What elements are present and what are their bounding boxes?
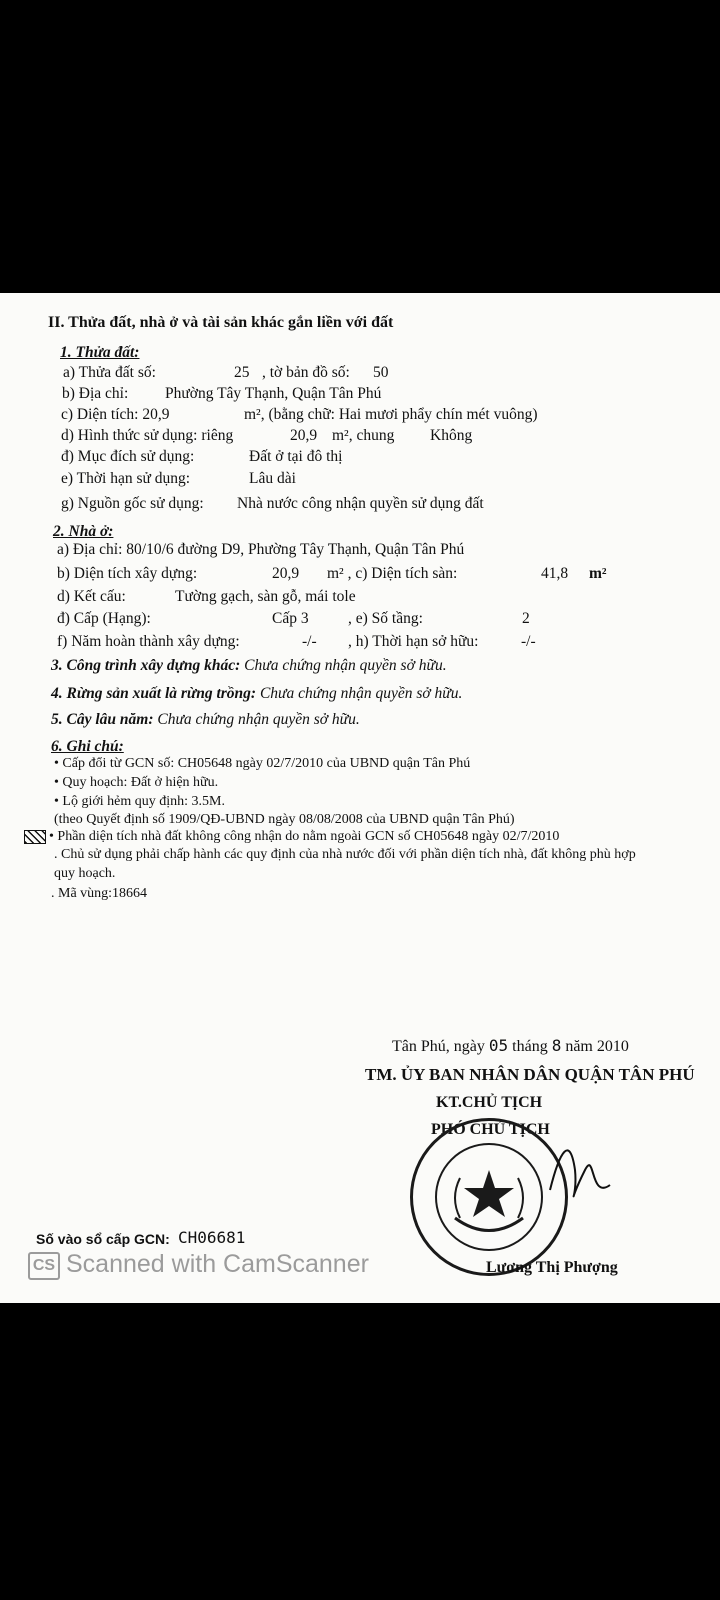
- parcel-number: 25: [234, 364, 250, 381]
- other-works-heading: 3. Công trình xây dựng khác:: [51, 657, 241, 674]
- forest-heading: 4. Rừng sản xuất là rừng trồng:: [51, 685, 257, 702]
- section-title: II. Thửa đất, nhà ở và tài sản khác gắn liền với đất: [48, 314, 394, 331]
- ownership-term-value: -/-: [521, 633, 536, 650]
- date-year: năm 2010: [565, 1038, 629, 1055]
- build-area-label: b) Diện tích xây dựng:: [57, 565, 198, 582]
- area-label: c) Diện tích: 20,9: [61, 406, 170, 423]
- origin-label: g) Nguồn gốc sử dụng:: [61, 495, 204, 512]
- usage-form-label: d) Hình thức sử dụng: riêng: [61, 427, 234, 444]
- note-compliance: . Chủ sử dụng phải chấp hành các quy định của nhà nước đối với phần diện tích nhà, đất không phù hợp: [54, 847, 636, 862]
- grade-value: Cấp 3: [272, 610, 309, 627]
- other-works-value: Chưa chứng nhận quyền sở hữu.: [244, 657, 447, 674]
- issue-date: [392, 1036, 629, 1057]
- note-unrecognized-area: • Phần diện tích nhà đất không công nhận do nằm ngoài GCN số CH05648 ngày 02/7/2010: [49, 829, 560, 844]
- note-alley-width: • Lộ giới hẻm quy định: 3.5M.: [54, 794, 225, 809]
- date-day: 05: [488, 1036, 509, 1055]
- note-compliance-cont: quy hoạch.: [54, 866, 116, 881]
- term-label: e) Thời hạn sử dụng:: [61, 470, 191, 487]
- floors-label: , e) Số tầng:: [348, 610, 423, 627]
- date-prefix: Tân Phú, ngày: [392, 1038, 485, 1055]
- completion-year-value: -/-: [302, 633, 317, 650]
- structure-value: Tường gạch, sàn gỗ, mái tole: [175, 588, 356, 605]
- signer-role-vice: PHÓ CHỦ TỊCH: [431, 1121, 550, 1138]
- handwritten-signature-icon: [540, 1130, 620, 1220]
- note-exchange: • Cấp đổi từ GCN số: CH05648 ngày 02/7/2010 của UBND quận Tân Phú: [54, 756, 471, 771]
- map-sheet-number: 50: [373, 364, 389, 381]
- origin-value: Nhà nước công nhận quyền sử dụng đất: [237, 495, 484, 512]
- house-heading: 2. Nhà ở:: [53, 523, 114, 540]
- notes-heading: 6. Ghi chú:: [51, 738, 124, 755]
- note-decision: (theo Quyết định số 1909/QĐ-UBND ngày 08/08/2008 của UBND quận Tân Phú): [54, 812, 515, 827]
- usage-shared-label: m², chung: [332, 427, 395, 444]
- date-month: 8: [551, 1036, 562, 1055]
- address-label: b) Địa chỉ:: [62, 385, 129, 402]
- floor-area-label: m² , c) Diện tích sàn:: [327, 565, 458, 582]
- purpose-value: Đất ở tại đô thị: [249, 448, 343, 465]
- term-value: Lâu dài: [249, 470, 296, 487]
- floor-area-unit: m²: [589, 565, 607, 582]
- signer-name: Lương Thị Phượng: [486, 1259, 618, 1276]
- floors-value: 2: [522, 610, 530, 627]
- issuing-authority: TM. ỦY BAN NHÂN DÂN QUẬN TÂN PHÚ: [365, 1065, 695, 1084]
- purpose-label: đ) Mục đích sử dụng:: [61, 448, 195, 465]
- usage-private-area: 20,9: [290, 427, 318, 444]
- trees-heading: 5. Cây lâu năm:: [51, 711, 154, 728]
- ownership-term-label: , h) Thời hạn sở hữu:: [348, 633, 479, 650]
- land-heading: 1. Thửa đất:: [60, 344, 140, 361]
- build-area-value: 20,9: [272, 565, 300, 582]
- trees-value: Chưa chứng nhận quyền sở hữu.: [157, 711, 360, 728]
- registry-number: CH06681: [178, 1228, 246, 1247]
- hatched-area-legend-icon: [24, 830, 46, 844]
- map-sheet-label: , tờ bản đồ số:: [262, 364, 350, 381]
- note-region-code: . Mã vùng:18664: [51, 886, 148, 901]
- usage-shared-value: Không: [430, 427, 473, 444]
- structure-label: d) Kết cấu:: [57, 588, 126, 605]
- registry-label: Số vào sổ cấp GCN:: [36, 1231, 170, 1247]
- parcel-number-label: a) Thửa đất số:: [63, 364, 156, 381]
- completion-year-label: f) Năm hoàn thành xây dựng:: [57, 633, 240, 650]
- forest-value: Chưa chứng nhận quyền sở hữu.: [259, 685, 463, 702]
- house-address: a) Địa chỉ: 80/10/6 đường D9, Phường Tây Thạnh, Quận Tân Phú: [57, 541, 465, 558]
- floor-area-value: 41,8: [541, 565, 569, 582]
- grade-label: đ) Cấp (Hạng):: [57, 610, 151, 627]
- watermark-text: Scanned with CamScanner: [66, 1250, 369, 1278]
- signer-role-acting: KT.CHỦ TỊCH: [436, 1094, 543, 1111]
- note-planning: • Quy hoạch: Đất ở hiện hữu.: [54, 775, 219, 790]
- camscanner-logo-icon: CS: [28, 1252, 60, 1280]
- camscanner-watermark: [28, 1250, 369, 1280]
- land-address: Phường Tây Thạnh, Quận Tân Phú: [165, 385, 382, 402]
- date-month-label: tháng: [512, 1038, 548, 1055]
- area-in-words: m², (bằng chữ: Hai mươi phẩy chín mét vuông): [244, 406, 538, 423]
